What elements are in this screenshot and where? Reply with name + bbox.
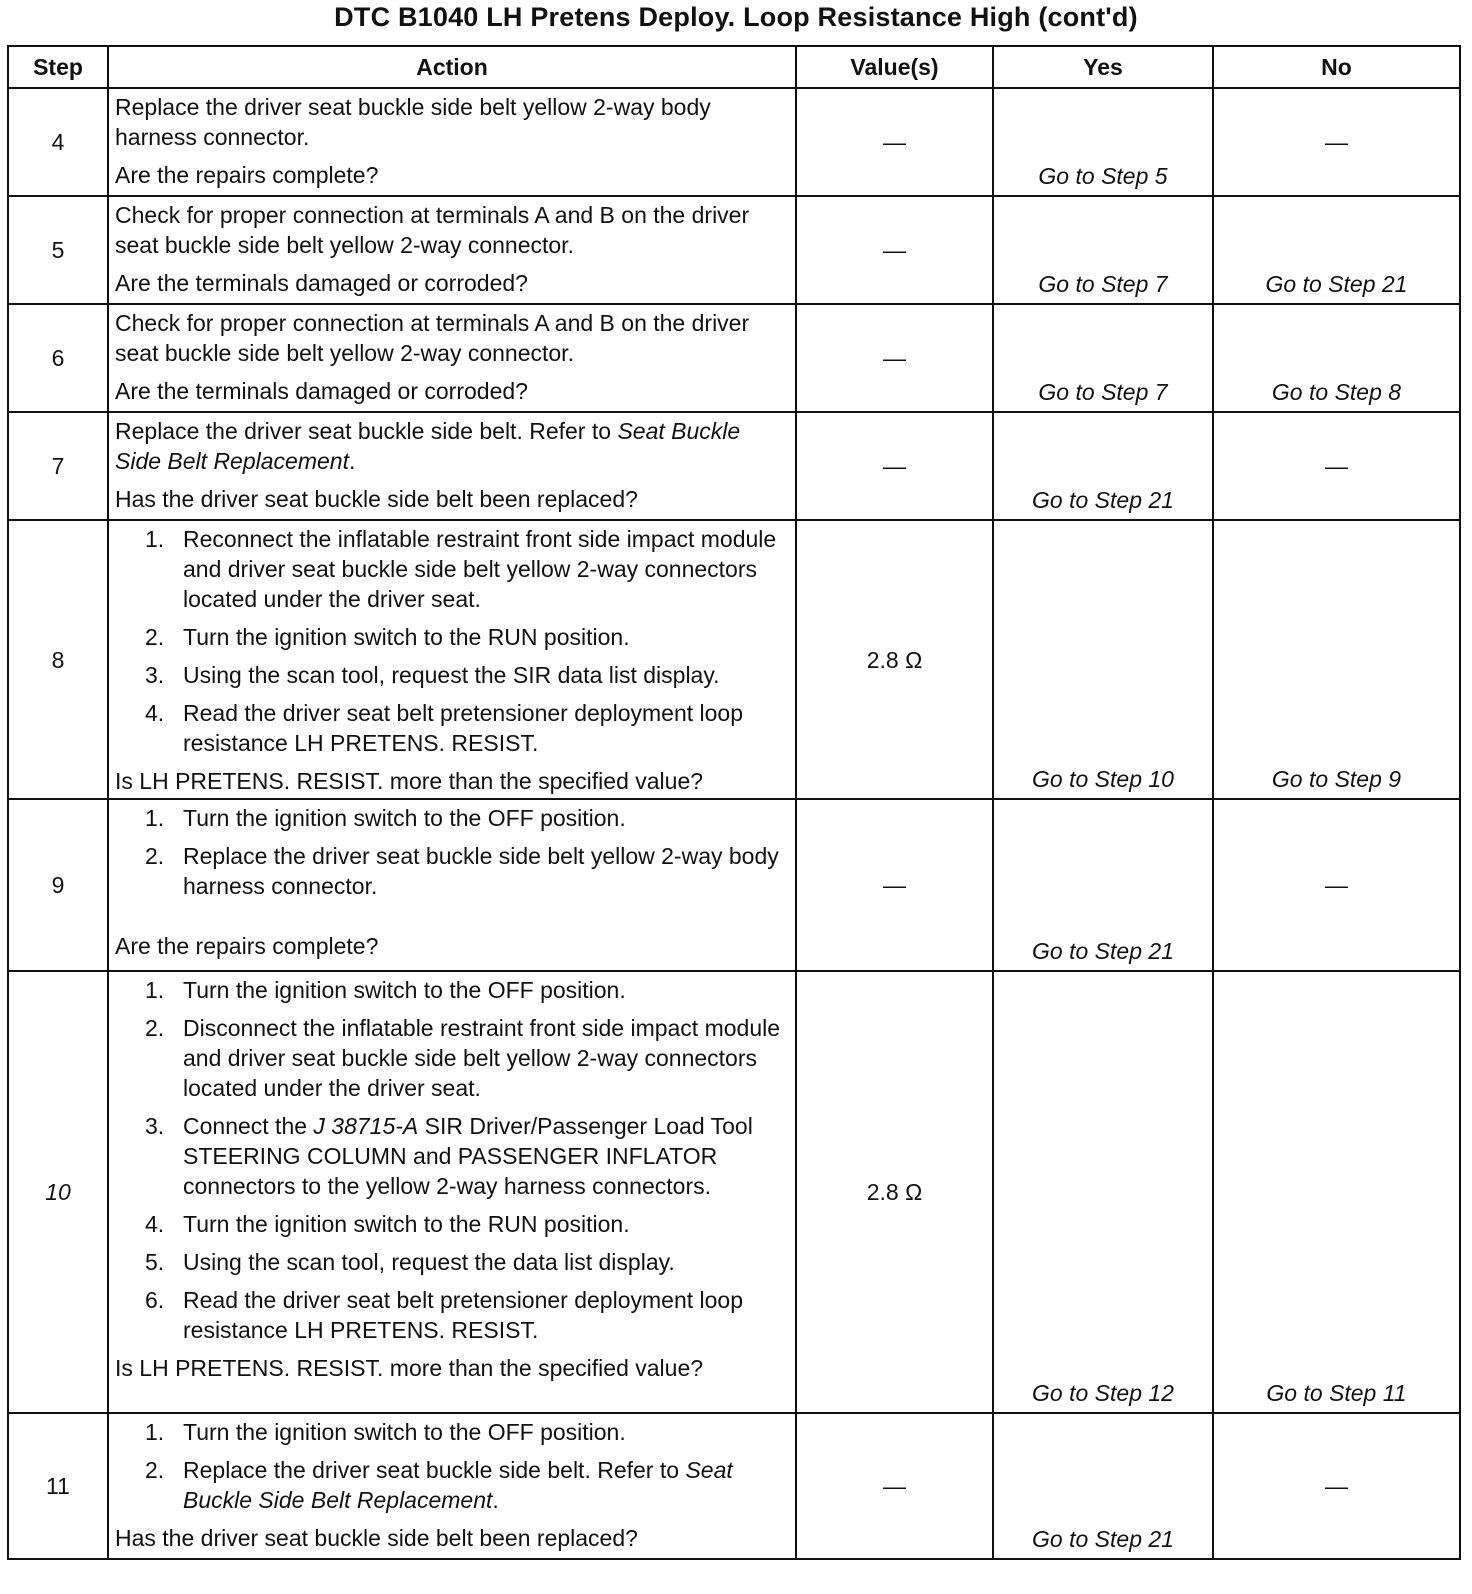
list-item xyxy=(115,1247,789,1277)
action-question: Are the repairs complete? xyxy=(115,162,379,188)
list-item-text: Turn the ignition switch to the RUN position. xyxy=(183,624,630,650)
list-item xyxy=(115,1455,789,1515)
page-title: DTC B1040 LH Pretens Deploy. Loop Resistance High (cont'd) xyxy=(334,2,1138,32)
table-row xyxy=(8,799,1460,971)
yes-cell: Go to Step 7 xyxy=(993,196,1213,304)
list-item-text-lead: Replace the driver seat buckle side belt. Refer to xyxy=(183,1457,680,1483)
value-cell: — xyxy=(796,799,993,971)
list-item xyxy=(115,698,789,758)
action-text-end: . xyxy=(348,448,356,474)
diagnostic-table xyxy=(7,45,1461,1560)
no-cell: — xyxy=(1213,88,1460,196)
action-question: Has the driver seat buckle side belt been replaced? xyxy=(115,486,638,512)
action-question: Are the repairs complete? xyxy=(115,933,379,959)
list-item-text: Replace the driver seat buckle side belt yellow 2-way body harness connector. xyxy=(183,843,779,899)
list-item-number: 2. xyxy=(145,1015,165,1041)
table-row xyxy=(8,520,1460,799)
step-number: 11 xyxy=(8,1413,108,1559)
table-row xyxy=(8,88,1460,196)
list-item xyxy=(115,1111,789,1201)
list-item-text: Read the driver seat belt pretensioner deployment loop resistance LH PRETENS. RESIST. xyxy=(183,700,744,756)
list-item-number: 4. xyxy=(145,700,165,726)
list-item xyxy=(115,622,789,652)
list-item-number: 4. xyxy=(145,1211,165,1237)
list-item-text: Using the scan tool, request the data list display. xyxy=(183,1249,675,1275)
list-item xyxy=(115,1209,789,1239)
step-number: 10 xyxy=(8,971,108,1413)
table-row xyxy=(8,196,1460,304)
value-cell: — xyxy=(796,196,993,304)
action-cell xyxy=(108,412,796,520)
yes-cell: Go to Step 10 xyxy=(993,520,1213,799)
table-row xyxy=(8,304,1460,412)
list-item-number: 2. xyxy=(145,1457,165,1483)
header-step: Step xyxy=(8,46,108,88)
list-item xyxy=(115,1417,789,1447)
list-item-text-end: . xyxy=(492,1487,499,1513)
list-item-text: Disconnect the inflatable restraint front side impact module and driver seat buckle side belt yellow 2-way connectors located under the driver seat. xyxy=(183,1015,781,1101)
action-list xyxy=(115,1417,789,1515)
action-question: Are the terminals damaged or corroded? xyxy=(115,378,528,404)
action-text: Check for proper connection at terminals A and B on the driver seat buckle side belt yellow 2-way connector. xyxy=(115,202,750,258)
table-row xyxy=(8,412,1460,520)
no-cell: Go to Step 8 xyxy=(1213,304,1460,412)
header-values: Value(s) xyxy=(796,46,993,88)
list-item-number: 3. xyxy=(145,1113,165,1139)
list-item xyxy=(115,1285,789,1345)
action-text xyxy=(115,416,789,476)
no-cell: — xyxy=(1213,1413,1460,1559)
list-item xyxy=(115,841,789,901)
value-cell: — xyxy=(796,1413,993,1559)
step-number: 9 xyxy=(8,799,108,971)
list-item-number: 1. xyxy=(145,1419,165,1445)
table-row xyxy=(8,1413,1460,1559)
list-item xyxy=(115,1013,789,1103)
action-text-lead: Replace the driver seat buckle side belt. Refer to xyxy=(115,418,612,444)
procedure-reference: Seat Buckle Side Belt Replacement xyxy=(183,1457,733,1513)
yes-cell: Go to Step 21 xyxy=(993,412,1213,520)
step-number: 5 xyxy=(8,196,108,304)
value-cell: — xyxy=(796,412,993,520)
no-cell: Go to Step 21 xyxy=(1213,196,1460,304)
step-number: 7 xyxy=(8,412,108,520)
yes-cell: Go to Step 12 xyxy=(993,971,1213,1413)
list-item-number: 1. xyxy=(145,805,165,831)
list-item-text-rest: SIR Driver/Passenger Load Tool STEERING COLUMN and PASSENGER INFLATOR connectors to the yellow 2-way harness connectors. xyxy=(183,1113,753,1199)
list-item xyxy=(115,660,789,690)
list-item-number: 1. xyxy=(145,977,165,1003)
list-item-text: Read the driver seat belt pretensioner deployment loop resistance LH PRETENS. RESIST. xyxy=(183,1287,744,1343)
tool-reference: J 38715-A xyxy=(313,1113,419,1139)
yes-cell: Go to Step 7 xyxy=(993,304,1213,412)
step-number: 8 xyxy=(8,520,108,799)
no-cell: — xyxy=(1213,412,1460,520)
list-item-text: Turn the ignition switch to the OFF position. xyxy=(183,805,626,831)
step-number: 6 xyxy=(8,304,108,412)
value-cell: — xyxy=(796,304,993,412)
list-item xyxy=(115,524,789,614)
yes-cell: Go to Step 21 xyxy=(993,799,1213,971)
list-item-text: Using the scan tool, request the SIR data list display. xyxy=(183,662,720,688)
header-yes: Yes xyxy=(993,46,1213,88)
spacer xyxy=(115,909,789,931)
list-item-text: Reconnect the inflatable restraint front side impact module and driver seat buckle side belt yellow 2-way connectors located under the driver seat. xyxy=(183,526,777,612)
yes-cell: Go to Step 5 xyxy=(993,88,1213,196)
list-item xyxy=(115,803,789,833)
action-list xyxy=(115,975,789,1345)
list-item-number: 2. xyxy=(145,624,165,650)
value-cell: 2.8 Ω xyxy=(796,971,993,1413)
action-cell xyxy=(108,520,796,799)
header-row xyxy=(8,46,1460,88)
action-question: Is LH PRETENS. RESIST. more than the specified value? xyxy=(115,1355,704,1381)
action-cell xyxy=(108,799,796,971)
header-no: No xyxy=(1213,46,1460,88)
action-cell xyxy=(108,88,796,196)
list-item-number: 5. xyxy=(145,1249,165,1275)
action-text: Replace the driver seat buckle side belt yellow 2-way body harness connector. xyxy=(115,94,711,150)
yes-cell: Go to Step 21 xyxy=(993,1413,1213,1559)
list-item-number: 3. xyxy=(145,662,165,688)
action-question: Are the terminals damaged or corroded? xyxy=(115,270,528,296)
action-list xyxy=(115,524,789,758)
action-question: Has the driver seat buckle side belt been replaced? xyxy=(115,1525,638,1551)
no-cell: Go to Step 11 xyxy=(1213,971,1460,1413)
action-list xyxy=(115,803,789,901)
action-cell xyxy=(108,971,796,1413)
list-item-text: Turn the ignition switch to the RUN position. xyxy=(183,1211,630,1237)
list-item xyxy=(115,975,789,1005)
step-number: 4 xyxy=(8,88,108,196)
action-cell xyxy=(108,1413,796,1559)
list-item-text-lead: Connect the xyxy=(183,1113,308,1139)
value-cell: 2.8 Ω xyxy=(796,520,993,799)
action-cell xyxy=(108,304,796,412)
list-item-number: 6. xyxy=(145,1287,165,1313)
table-row xyxy=(8,971,1460,1413)
list-item-number: 2. xyxy=(145,843,165,869)
procedure-reference: Seat Buckle Side Belt Replacement xyxy=(115,418,741,474)
no-cell: Go to Step 9 xyxy=(1213,520,1460,799)
action-cell xyxy=(108,196,796,304)
header-action: Action xyxy=(108,46,796,88)
list-item-text: Turn the ignition switch to the OFF position. xyxy=(183,977,626,1003)
value-cell: — xyxy=(796,88,993,196)
list-item-text: Turn the ignition switch to the OFF position. xyxy=(183,1419,626,1445)
action-question: Is LH PRETENS. RESIST. more than the specified value? xyxy=(115,768,704,794)
action-text: Check for proper connection at terminals A and B on the driver seat buckle side belt yellow 2-way connector. xyxy=(115,310,750,366)
list-item-number: 1. xyxy=(145,526,165,552)
no-cell: — xyxy=(1213,799,1460,971)
